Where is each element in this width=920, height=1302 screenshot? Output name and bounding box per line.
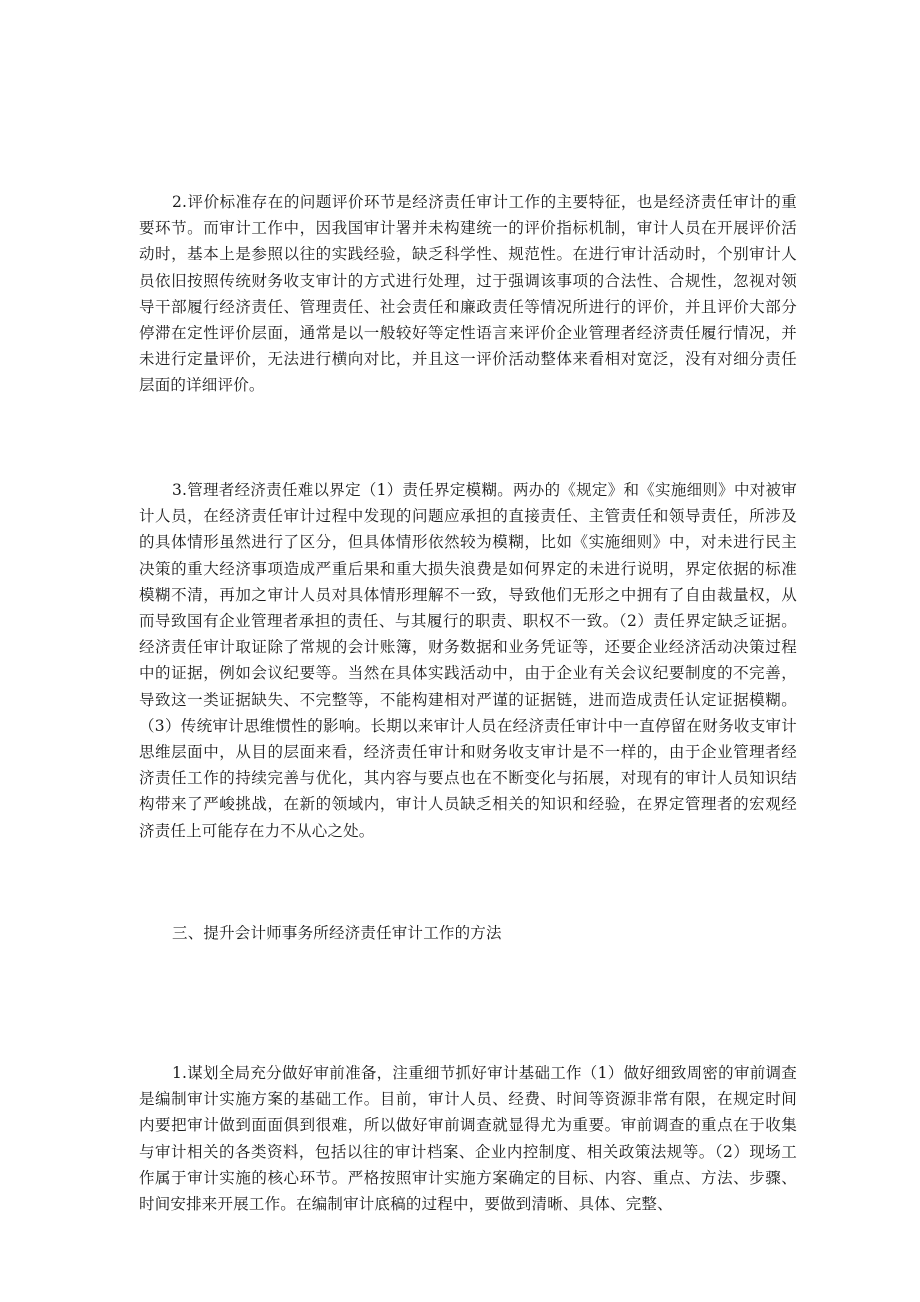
section-heading: 三、提升会计师事务所经济责任审计工作的方法 <box>172 924 502 942</box>
paragraph-pre-audit-preparation: 1.谋划全局充分做好审前准备，注重细节抓好审计基础工作（1）做好细致周密的审前调查是编制审计实施方案的基础工作。目前，审计人员、经费、时间等资源非常有限，在规定时间内要把审计做到面面俱到很难，所以做好审前调查就显得尤为重要。审前调查的重点在于收集与审计相关的各类资料，包括以往的审计档案、企业内控制度、相关政策法规等。（2）现场工作属于审计实施的核心环节。严格按照审计实施方案确定的目标、内容、重点、方法、步骤、时间安排来开展工作。在编制审计底稿的过程中，要做到清晰、具体、完整、 <box>139 1064 797 1214</box>
paragraph-evaluation-standard: 2.评价标准存在的问题评价环节是经济责任审计工作的主要特征，也是经济责任审计的重要环节。而审计工作中，因我国审计署并未构建统一的评价指标机制，审计人员在开展评价活动时，基本上是参照以往的实践经验，缺乏科学性、规范性。在进行审计活动时，个别审计人员依旧按照传统财务收支审计的方式进行处理，过于强调该事项的合法性、合规性，忽视对领导干部履行经济责任、管理责任、社会责任和廉政责任等情况所进行的评价，并且评价大部分停滞在定性评价层面，通常是以一般较好等定性语言来评价企业管理者经济责任履行情况，并未进行定量评价，无法进行横向对比，并且这一评价活动整体来看相对宽泛，没有对细分责任层面的详细评价。 <box>139 193 797 395</box>
paragraph-responsibility-definition: 3.管理者经济责任难以界定（1）责任界定模糊。两办的《规定》和《实施细则》中对被审计人员，在经济责任审计过程中发现的问题应承担的直接责任、主管责任和领导责任，所涉及的具体情形虽然进行了区分，但具体情形依然较为模糊，比如《实施细则》中，对未进行民主决策的重大经济事项造成严重后果和重大损失浪费是如何界定的未进行说明，界定依据的标准模糊不清，再加之审计人员对具体情形理解不一致，导致他们无形之中拥有了自由裁量权，从而导致国有企业管理者承担的责任、与其履行的职责、职权不一致。（2）责任界定缺乏证据。经济责任审计取证除了常规的会计账簿，财务数据和业务凭证等，还要企业经济活动决策过程中的证据，例如会议纪要等。当然在具体实践活动中，由于企业有关会议纪要制度的不完善，导致这一类证据缺失、不完整等，不能构建相对严谨的证据链，进而造成责任认定证据模糊。（3）传统审计思维惯性的影响。长期以来审计人员在经济责任审计中一直停留在财务收支审计思维层面中，从目的层面来看，经济责任审计和财务收支审计是不一样的，由于企业管理者经济责任工作的持续完善与优化，其内容与要点也在不断变化与拓展，对现有的审计人员知识结构带来了严峻挑战，在新的领域内，审计人员缺乏相关的知识和经验，在界定管理者的宏观经济责任上可能存在力不从心之处。 <box>139 481 797 840</box>
